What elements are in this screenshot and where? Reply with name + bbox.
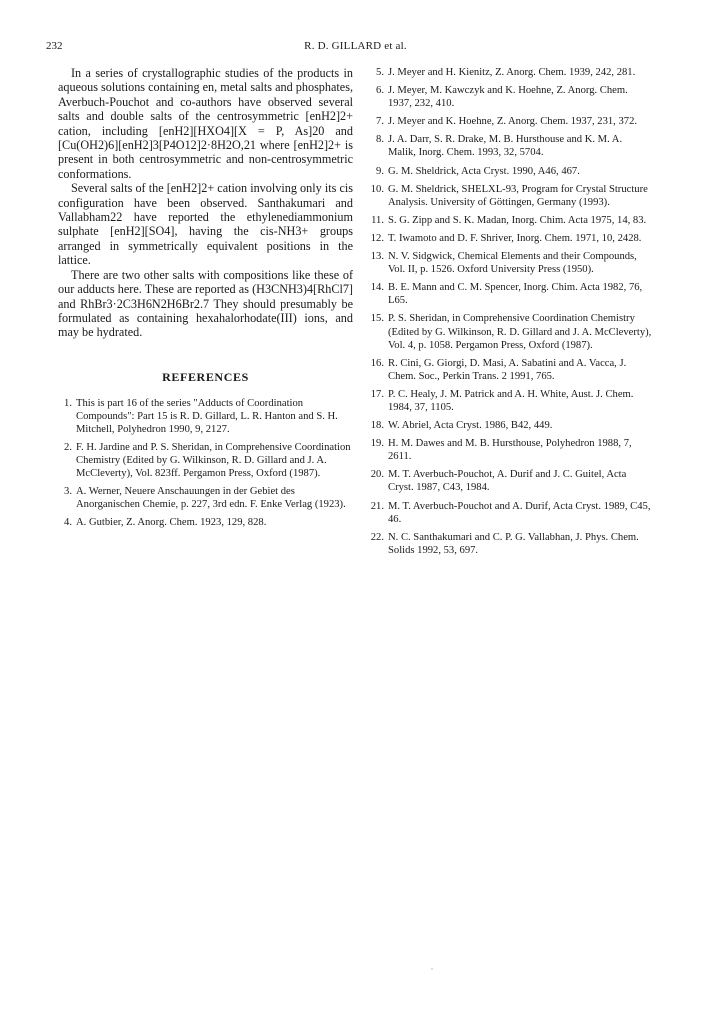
reference-item: [370, 357, 652, 383]
reference-number: 4.: [64, 517, 72, 529]
reference-item: [58, 397, 353, 436]
reference-number: 21.: [370, 500, 384, 512]
reference-item: [370, 388, 652, 414]
reference-text: N. V. Sidgwick, Chemical Elements and their Compounds, Vol. II, p. 1526. Oxford University Press (1950).: [388, 251, 637, 276]
reference-item: [370, 437, 652, 463]
reference-number: 13.: [370, 251, 384, 263]
reference-number: 11.: [371, 214, 384, 226]
reference-item: [370, 232, 652, 245]
reference-text: J. Meyer, M. Kawczyk and K. Hoehne, Z. Anorg. Chem. 1937, 232, 410.: [388, 85, 628, 110]
reference-text: N. C. Santhakumari and C. P. G. Vallabhan, J. Phys. Chem. Solids 1992, 53, 697.: [388, 531, 639, 556]
reference-text: W. Abriel, Acta Cryst. 1986, B42, 449.: [388, 420, 553, 432]
reference-number: 8.: [376, 134, 384, 146]
right-column: [370, 66, 652, 562]
reference-number: 6.: [376, 85, 384, 97]
reference-item: [58, 485, 353, 511]
reference-number: 2.: [64, 442, 72, 453]
reference-text: This is part 16 of the series "Adducts of Coordination Compounds": Part 15 is R. D. Gillard, L. R. Hanton and S. H. Mitchell, Polyhedron 1990, 9, 2127.: [76, 397, 338, 435]
body-paragraph-3: There are two other salts with compositions like these of our adducts here. These are reported as (H3CNH3)4[RhCl7] and RhBr3·2C3H6N2H6Br2.7 They should presumably be formulated as containing hexahalorhodate(III) ions, and may be hydrated.: [58, 267, 353, 340]
reference-text: R. Cini, G. Giorgi, D. Masi, A. Sabatini and A. Vacca, J. Chem. Soc., Perkin Trans. 2 1991, 765.: [388, 357, 627, 382]
reference-item: [370, 183, 652, 209]
reference-number: 15.: [370, 313, 384, 325]
reference-number: 3.: [64, 486, 72, 498]
reference-number: 20.: [370, 469, 384, 481]
left-column: [58, 66, 353, 535]
reference-text: J. Meyer and K. Hoehne, Z. Anorg. Chem. 1937, 231, 372.: [388, 116, 638, 128]
reference-text: G. M. Sheldrick, Acta Cryst. 1990, A46, 467.: [388, 165, 580, 177]
reference-text: J. Meyer and H. Kienitz, Z. Anorg. Chem. 1939, 242, 281.: [388, 67, 636, 78]
running-head: R. D. GILLARD et al.: [304, 40, 407, 52]
reference-item: [370, 419, 652, 432]
reference-item: [370, 84, 652, 110]
reference-number: 5.: [376, 67, 384, 78]
reference-number: 1.: [64, 397, 72, 409]
reference-item: [370, 214, 652, 227]
reference-list-left: [58, 397, 353, 530]
reference-text: F. H. Jardine and P. S. Sheridan, in Comprehensive Coordination Chemistry (Edited by G. Wilkinson, R. D. Gillard and J. A. McCleverty), Vol. 823ff. Pergamon Press, Oxford (1987).: [76, 442, 351, 480]
reference-item: [58, 516, 353, 529]
reference-number: 19.: [370, 438, 384, 450]
reference-item: [370, 531, 652, 557]
reference-number: 18.: [370, 420, 384, 432]
reference-item: [370, 66, 652, 79]
reference-text: P. S. Sheridan, in Comprehensive Coordination Chemistry (Edited by G. Wilkinson, R. D. Gillard and J. A. McCleverty), Vol. 4, p. 1058. Pergamon Press, Oxford (1987).: [388, 313, 652, 351]
body-text: [58, 66, 353, 340]
reference-text: A. Gutbier, Z. Anorg. Chem. 1923, 129, 828.: [76, 517, 267, 529]
scan-speck: [431, 968, 433, 970]
reference-text: M. T. Averbuch-Pouchot and A. Durif, Acta Cryst. 1989, C45, 46.: [388, 500, 651, 525]
reference-text: G. M. Sheldrick, SHELXL-93, Program for Crystal Structure Analysis. University of Göttingen, Germany (1993).: [388, 183, 648, 208]
reference-text: S. G. Zipp and S. K. Madan, Inorg. Chim. Acta 1975, 14, 83.: [388, 214, 647, 226]
reference-item: [370, 165, 652, 178]
body-paragraph-2: Several salts of the [enH2]2+ cation involving only its cis configuration have been observed. Santhakumari and Vallabham22 have reported the ethylenediammonium sulphate [enH2][SO4], having the cis-NH3+ groups arranged in symmetrically equivalent positions in the lattice.: [58, 181, 353, 268]
reference-number: 12.: [370, 232, 384, 244]
reference-text: P. C. Healy, J. M. Patrick and A. H. White, Aust. J. Chem. 1984, 37, 1105.: [388, 388, 634, 413]
reference-number: 10.: [370, 183, 384, 195]
reference-number: 14.: [370, 282, 384, 294]
reference-number: 17.: [370, 388, 384, 400]
reference-item: [370, 500, 652, 526]
reference-number: 22.: [370, 531, 384, 543]
reference-text: B. E. Mann and C. M. Spencer, Inorg. Chim. Acta 1982, 76, L65.: [388, 282, 643, 307]
reference-list-right: [370, 66, 652, 557]
reference-number: 9.: [376, 165, 384, 177]
reference-item: [370, 312, 652, 351]
references-heading: REFERENCES: [162, 369, 249, 384]
reference-text: H. M. Dawes and M. B. Hursthouse, Polyhedron 1988, 7, 2611.: [388, 438, 632, 463]
reference-item: [370, 468, 652, 494]
reference-item: [370, 115, 652, 128]
page-header: [0, 40, 711, 56]
reference-number: 16.: [370, 357, 384, 369]
reference-text: J. A. Darr, S. R. Drake, M. B. Hursthouse and K. M. A. Malik, Inorg. Chem. 1993, 32, 5704.: [388, 134, 623, 159]
reference-text: A. Werner, Neuere Anschauungen in der Gebiet des Anorganischen Chemie, p. 227, 3rd edn. F. Enke Verlag (1923).: [76, 486, 346, 511]
reference-item: [370, 133, 652, 159]
reference-text: M. T. Averbuch-Pouchot, A. Durif and J. C. Guitel, Acta Cryst. 1987, C43, 1984.: [388, 469, 627, 494]
reference-number: 7.: [376, 116, 384, 128]
reference-item: [370, 281, 652, 307]
reference-text: T. Iwamoto and D. F. Shriver, Inorg. Chem. 1971, 10, 2428.: [388, 232, 642, 244]
body-paragraph-1: In a series of crystallographic studies of the products in aqueous solutions containing en, metal salts and phosphates, Averbuch-Pouchot and co-authors have observed several salts and double salts of the centrosymmetric [enH2]2+ cation, including [enH2][HXO4][X = P, As]20 and [Cu(OH2)6][enH2]3[P4O12]2·8H2O,21 where [enH2]2+ is present in both centrosymmetric and non-centrosymmetric conformations.: [58, 66, 353, 181]
reference-item: [58, 441, 353, 480]
reference-item: [370, 250, 652, 276]
page-number: 232: [46, 40, 63, 52]
